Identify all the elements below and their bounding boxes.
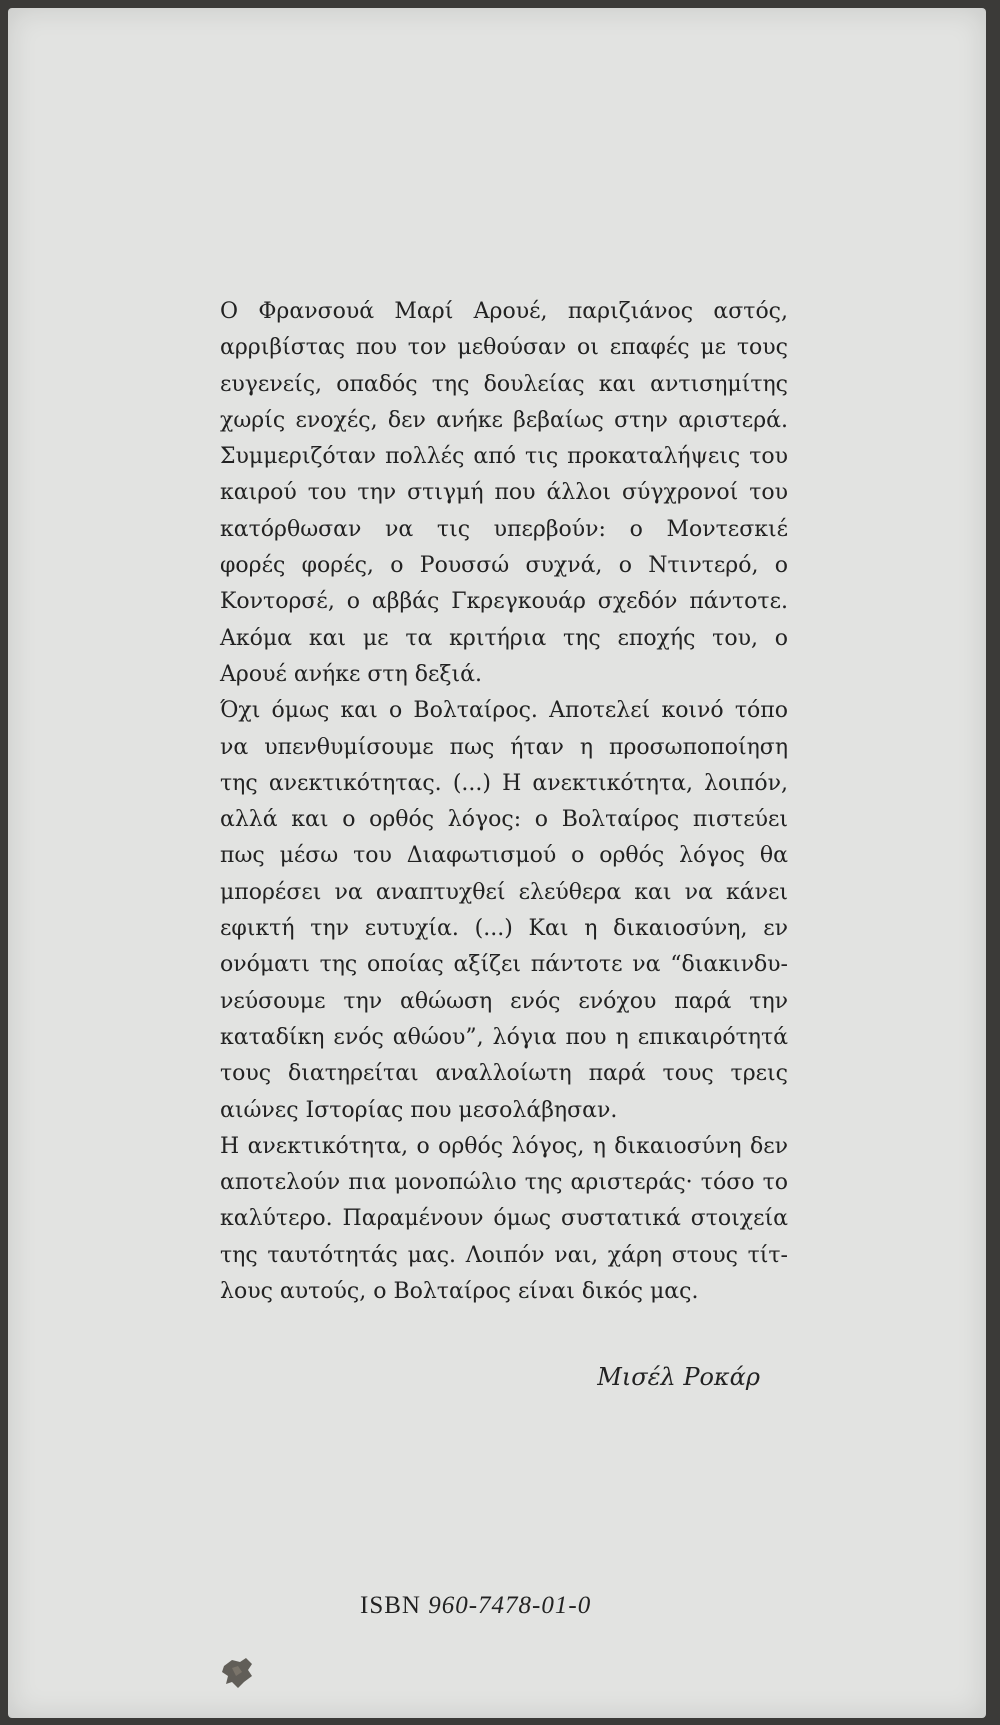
blurb-line: καλύτερο. Παραμένουν όμως συστατικά στοιχεία: [220, 1206, 788, 1232]
blurb-line: καταδίκη ενός αθώου”, λόγια που η επικαιρότητά: [220, 1024, 788, 1050]
blurb-line: Ο Φρανσουά Μαρί Αρουέ, παριζιάνος αστός,: [220, 299, 788, 324]
blurb-line: νεύσουμε την αθώωση ενός ενόχου παρά την: [220, 988, 788, 1014]
book-back-cover: [8, 8, 986, 1718]
blurb-line: Συμμεριζόταν πολλές από τις προκαταλήψεις του: [220, 444, 788, 470]
blurb-line: μπορέσει να αναπτυχθεί ελεύθερα και να κάνει: [220, 879, 788, 905]
blurb-line: αιώνες Ιστορίας που μεσολάβησαν.: [220, 1097, 618, 1123]
blurb-line: Ακόμα και με τα κριτήρια της εποχής του, ο: [220, 625, 788, 651]
blurb-line: φορές φορές, ο Ρουσσώ συχνά, ο Ντιντερό, ο: [220, 553, 788, 579]
isbn-label: ISBN: [360, 1592, 421, 1619]
blurb-line: χωρίς ενοχές, δεν ανήκε βεβαίως στην αριστερά.: [220, 407, 788, 433]
blurb-line: ονόματι της οποίας αξίζει πάντοτε να “διακινδυ-: [220, 952, 788, 978]
blurb-text: [220, 294, 788, 1310]
blurb-line: καιρού του την στιγμή που άλλοι σύγχρονοί του: [220, 480, 788, 506]
blurb-line: πως μέσω του Διαφωτισμού ο ορθός λόγος θα: [220, 843, 788, 869]
paper-damage-mark: [218, 1652, 258, 1692]
blurb-line: αποτελούν πια μονοπώλιο της αριστεράς· τόσο το: [220, 1170, 788, 1196]
blurb-line: ευγενείς, οπαδός της δουλείας και αντισημίτης: [220, 371, 788, 397]
blurb-line: τους διατηρείται αναλλοίωτη παρά τους τρεις: [220, 1061, 788, 1087]
blurb-line: να υπενθυμίσουμε πως ήταν η προσωποποίηση: [220, 734, 788, 760]
blurb-line: λους αυτούς, ο Βολταίρος είναι δικός μας.: [220, 1279, 699, 1305]
isbn-number: 960-7478-01-0: [428, 1592, 592, 1619]
blurb-line: εφικτή την ευτυχία. (...) Και η δικαιοσύνη, εν: [220, 916, 788, 942]
author-signature: Μισέλ Ροκάρ: [597, 1363, 760, 1391]
blurb-line: Αρουέ ανήκε στη δεξιά.: [220, 661, 482, 687]
blurb-line: Όχι όμως και ο Βολταίρος. Αποτελεί κοινό τόπο: [220, 698, 788, 724]
blurb-line: της ανεκτικότητας. (...) Η ανεκτικότητα, λοιπόν,: [220, 770, 788, 796]
blurb-line: αλλά και ο ορθός λόγος: ο Βολταίρος πιστεύει: [220, 807, 788, 833]
blurb-line: Κοντορσέ, ο αββάς Γκρεγκουάρ σχεδόν πάντοτε.: [220, 589, 788, 615]
blurb-line: Η ανεκτικότητα, ο ορθός λόγος, η δικαιοσύνη δεν: [220, 1133, 788, 1159]
blurb-line: της ταυτότητάς μας. Λοιπόν ναι, χάρη στους τίτ-: [220, 1242, 788, 1268]
isbn: [360, 1592, 591, 1620]
blurb-line: αρριβίστας που τον μεθούσαν οι επαφές με τους: [220, 335, 788, 361]
blurb-line: κατόρθωσαν να τις υπερβούν: ο Μοντεσκιέ: [220, 516, 788, 542]
